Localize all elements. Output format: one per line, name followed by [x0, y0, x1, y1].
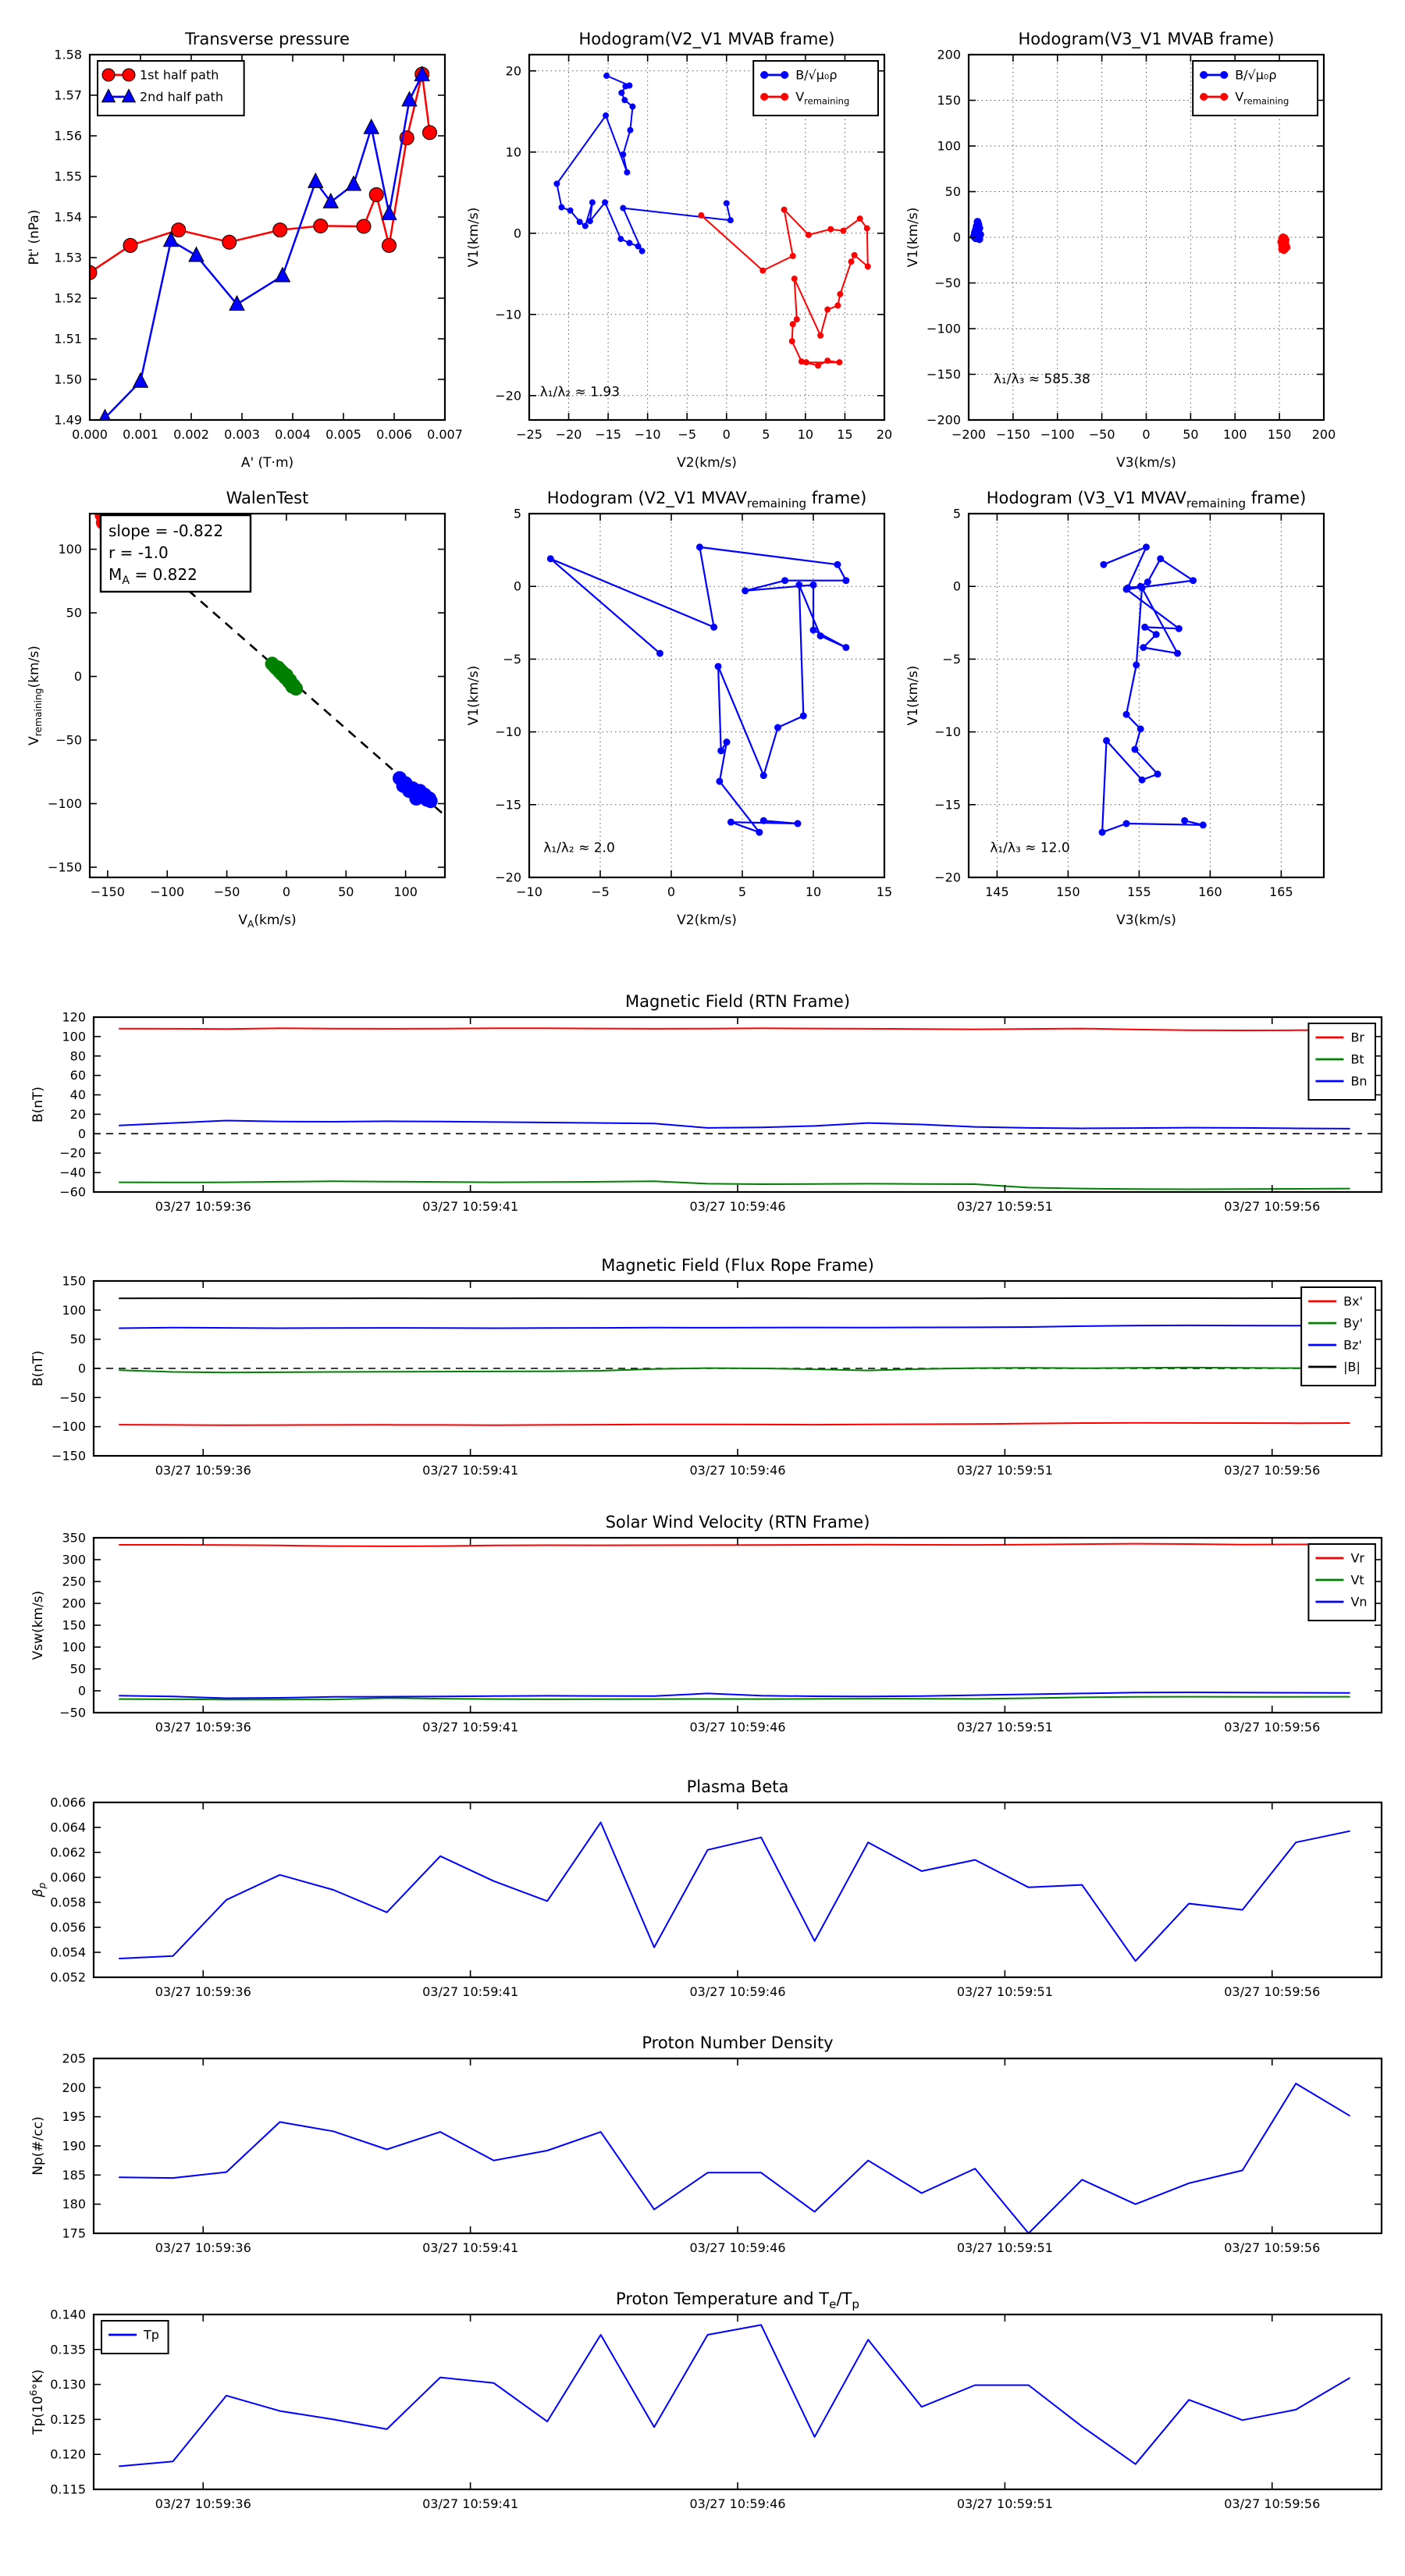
- svg-text:200: 200: [937, 47, 961, 62]
- svg-text:0: 0: [513, 578, 521, 594]
- svg-text:1.49: 1.49: [54, 412, 82, 428]
- svg-text:0.062: 0.062: [50, 1845, 86, 1860]
- svg-text:Plasma Beta: Plasma Beta: [686, 1777, 789, 1796]
- svg-text:10: 10: [797, 427, 814, 442]
- svg-text:03/27 10:59:51: 03/27 10:59:51: [956, 1199, 1053, 1214]
- svg-text:03/27 10:59:46: 03/27 10:59:46: [689, 2496, 786, 2511]
- svg-text:155: 155: [1127, 884, 1151, 899]
- svg-text:0.130: 0.130: [50, 2377, 86, 2393]
- svg-text:−10: −10: [634, 427, 661, 442]
- svg-text:03/27 10:59:56: 03/27 10:59:56: [1224, 1984, 1321, 1999]
- svg-text:Tp(106°K): $Tp(10^6^\circ K)$: [27, 2369, 46, 2435]
- svg-text:A' (T·m): A' (T·m): [240, 455, 294, 471]
- svg-text:2nd half path: 2nd half path: [140, 89, 224, 105]
- svg-text:50: 50: [338, 884, 354, 899]
- svg-text:−150: −150: [927, 367, 961, 382]
- svg-text:185: 185: [62, 2167, 86, 2183]
- svg-text:−150: −150: [90, 884, 125, 899]
- svg-text:5: 5: [738, 884, 747, 899]
- svg-text:0.002: 0.002: [173, 427, 209, 442]
- svg-text:0.064: 0.064: [50, 1820, 86, 1835]
- svg-text:V1(km/s): V1(km/s): [905, 665, 921, 726]
- svg-text:120: 120: [62, 1009, 86, 1025]
- svg-text:20: 20: [876, 427, 893, 442]
- svg-text:50: 50: [69, 1332, 86, 1347]
- svg-text:03/27 10:59:56: 03/27 10:59:56: [1224, 1199, 1321, 1214]
- svg-text:−20: −20: [495, 870, 521, 885]
- svg-text:−150: −150: [48, 859, 82, 875]
- svg-text:−20: −20: [555, 427, 582, 442]
- svg-text:λ₁/λ₂ ≈ 2.0: λ₁/λ₂ ≈ 2.0: [543, 840, 615, 856]
- svg-text:0.054: 0.054: [50, 1944, 86, 1960]
- svg-text:0: 0: [952, 578, 961, 594]
- svg-text:Magnetic Field (RTN Frame): Magnetic Field (RTN Frame): [624, 992, 851, 1011]
- svg-text:03/27 10:59:46: 03/27 10:59:46: [689, 2240, 786, 2255]
- svg-text:−150: −150: [995, 427, 1030, 442]
- svg-text:03/27 10:59:51: 03/27 10:59:51: [956, 1984, 1053, 1999]
- svg-text:V3(km/s): V3(km/s): [1116, 455, 1176, 471]
- svg-text:−50: −50: [1088, 427, 1115, 442]
- svg-text:0.060: 0.060: [50, 1870, 86, 1885]
- svg-text:50: 50: [66, 605, 82, 621]
- svg-text:200: 200: [62, 2080, 86, 2095]
- svg-text:λ₁/λ₃ ≈ 585.38: λ₁/λ₃ ≈ 585.38: [993, 372, 1090, 388]
- svg-text:1.58: 1.58: [54, 47, 82, 62]
- svg-text:V2(km/s): V2(km/s): [677, 455, 737, 471]
- svg-text:B/√μ₀ρ: B/√μ₀ρ: [1235, 67, 1277, 83]
- svg-text:0: 0: [1142, 427, 1151, 442]
- svg-text:80: 80: [69, 1048, 86, 1064]
- chart-hodogram-v3v1-mvav: [905, 489, 1324, 928]
- svg-text:03/27 10:59:41: 03/27 10:59:41: [422, 2496, 519, 2511]
- svg-text:0.066: 0.066: [50, 1795, 86, 1810]
- svg-text:λ₁/λ₃ ≈ 12.0: λ₁/λ₃ ≈ 12.0: [990, 840, 1070, 856]
- svg-text:300: 300: [62, 1552, 86, 1567]
- svg-text:Magnetic Field (Flux Rope Fram: Magnetic Field (Flux Rope Frame): [601, 1256, 874, 1275]
- svg-text:150: 150: [62, 1617, 86, 1633]
- svg-text:03/27 10:59:46: 03/27 10:59:46: [689, 1199, 786, 1214]
- svg-text:Hodogram (V3_V1 MVAVremaining: Hodogram (V3_V1 $MVAV_{remaining}$ frame): [986, 489, 1307, 511]
- svg-text:V3(km/s): V3(km/s): [1116, 913, 1176, 928]
- chart-hodogram-v3v1-mvab: [905, 30, 1336, 471]
- svg-text:B(nT): B(nT): [30, 1086, 46, 1123]
- svg-text:10: 10: [805, 884, 822, 899]
- svg-text:100: 100: [62, 1302, 86, 1318]
- svg-text:Pt' (nPa): Pt' (nPa): [27, 209, 42, 265]
- svg-text:0.058: 0.058: [50, 1895, 86, 1910]
- svg-text:03/27 10:59:56: 03/27 10:59:56: [1224, 2496, 1321, 2511]
- svg-text:0: 0: [77, 1361, 86, 1376]
- svg-text:−15: −15: [595, 427, 621, 442]
- svg-text:Proton Temperature and Te/Tp: Proton Temperature and $T_e/T_p$: [616, 2290, 859, 2312]
- svg-text:5: 5: [952, 506, 961, 521]
- svg-text:Vremaining(km/s): $V_{remaining}(km/s)$: [27, 646, 44, 745]
- svg-text:−50: −50: [213, 884, 240, 899]
- chart-transverse-pressure: [27, 30, 463, 471]
- chart-hodogram-v2v1-mvav: [466, 489, 892, 928]
- chart-proton-density: [30, 2033, 1382, 2255]
- svg-text:−15: −15: [934, 797, 961, 813]
- svg-text:Bt: Bt: [1350, 1051, 1364, 1067]
- svg-text:−50: −50: [59, 1389, 86, 1405]
- svg-text:V1(km/s): V1(km/s): [905, 207, 921, 268]
- svg-text:−20: −20: [495, 388, 521, 404]
- svg-text:100: 100: [62, 1029, 86, 1044]
- svg-text:0.120: 0.120: [50, 2446, 86, 2462]
- svg-text:−200: −200: [927, 412, 961, 428]
- svg-text:165: 165: [1269, 884, 1293, 899]
- svg-text:0.052: 0.052: [50, 1969, 86, 1985]
- svg-text:V1(km/s): V1(km/s): [466, 665, 482, 726]
- svg-text:03/27 10:59:36: 03/27 10:59:36: [155, 1199, 251, 1214]
- svg-text:−10: −10: [934, 724, 961, 740]
- svg-text:1.53: 1.53: [54, 250, 82, 265]
- svg-text:100: 100: [393, 884, 418, 899]
- svg-text:205: 205: [62, 2051, 86, 2066]
- svg-text:0: 0: [77, 1126, 86, 1141]
- svg-text:0: 0: [952, 229, 961, 245]
- svg-text:−10: −10: [516, 884, 542, 899]
- svg-text:03/27 10:59:51: 03/27 10:59:51: [956, 2240, 1053, 2255]
- svg-text:03/27 10:59:41: 03/27 10:59:41: [422, 2240, 519, 2255]
- svg-text:180: 180: [62, 2197, 86, 2212]
- svg-text:03/27 10:59:41: 03/27 10:59:41: [422, 1199, 519, 1214]
- svg-text:0.056: 0.056: [50, 1920, 86, 1935]
- svg-text:350: 350: [62, 1530, 86, 1546]
- svg-text:03/27 10:59:51: 03/27 10:59:51: [956, 1463, 1053, 1478]
- svg-text:Tp: Tp: [144, 2327, 159, 2343]
- chart-vsw-rtn: [30, 1513, 1382, 1735]
- svg-text:100: 100: [937, 138, 961, 154]
- svg-text:−10: −10: [495, 307, 521, 322]
- svg-text:60: 60: [69, 1068, 86, 1083]
- svg-text:0: 0: [722, 427, 731, 442]
- svg-text:Vsw(km/s): Vsw(km/s): [30, 1590, 46, 1660]
- svg-text:V1(km/s): V1(km/s): [466, 207, 482, 268]
- svg-text:145: 145: [985, 884, 1009, 899]
- svg-text:100: 100: [1222, 427, 1247, 442]
- svg-text:0.140: 0.140: [50, 2307, 86, 2322]
- svg-text:−200: −200: [951, 427, 986, 442]
- svg-text:0.125: 0.125: [50, 2411, 86, 2427]
- svg-text:5: 5: [513, 506, 521, 521]
- svg-text:20: 20: [69, 1106, 86, 1122]
- svg-text:Bn: Bn: [1350, 1073, 1368, 1089]
- svg-text:03/27 10:59:36: 03/27 10:59:36: [155, 2496, 251, 2511]
- svg-text:Transverse pressure: Transverse pressure: [185, 30, 350, 48]
- svg-text:Solar Wind Velocity (RTN Frame: Solar Wind Velocity (RTN Frame): [605, 1513, 870, 1532]
- svg-text:0: 0: [77, 1683, 86, 1699]
- svg-text:Vt: Vt: [1350, 1572, 1364, 1588]
- svg-text:50: 50: [1183, 427, 1199, 442]
- chart-bfield-fluxrope: [30, 1256, 1382, 1478]
- svg-text:B(nT): B(nT): [30, 1350, 46, 1387]
- svg-text:Hodogram (V2_V1 MVAVremaining: Hodogram (V2_V1 $MVAV_{remaining}$ frame): [546, 489, 867, 511]
- svg-text:20: 20: [505, 63, 521, 79]
- svg-text:03/27 10:59:36: 03/27 10:59:36: [155, 1463, 251, 1478]
- svg-text:−100: −100: [48, 795, 82, 811]
- svg-text:03/27 10:59:46: 03/27 10:59:46: [689, 1984, 786, 1999]
- svg-text:15: 15: [837, 427, 853, 442]
- svg-text:0: 0: [513, 226, 521, 241]
- svg-text:−20: −20: [934, 870, 961, 885]
- svg-text:200: 200: [1311, 427, 1336, 442]
- chart-proton-temperature: [28, 2290, 1382, 2511]
- svg-text:03/27 10:59:51: 03/27 10:59:51: [956, 1720, 1053, 1735]
- svg-text:VA(km/s): $V_A(km/s)$: [238, 913, 297, 930]
- svg-text:150: 150: [1267, 427, 1292, 442]
- svg-text:0: 0: [282, 884, 291, 899]
- svg-text:03/27 10:59:56: 03/27 10:59:56: [1224, 1720, 1321, 1735]
- svg-text:−50: −50: [934, 276, 961, 290]
- svg-text:1.51: 1.51: [54, 331, 82, 347]
- svg-text:−150: −150: [52, 1448, 86, 1464]
- svg-text:−50: −50: [55, 732, 82, 748]
- svg-text:0.001: 0.001: [123, 427, 158, 442]
- svg-text:03/27 10:59:36: 03/27 10:59:36: [155, 1984, 251, 1999]
- chart-bfield-rtn: [30, 992, 1382, 1214]
- svg-text:0: 0: [667, 884, 676, 899]
- svg-text:10: 10: [505, 144, 521, 160]
- svg-text:03/27 10:59:46: 03/27 10:59:46: [689, 1463, 786, 1478]
- svg-text:200: 200: [62, 1596, 86, 1611]
- svg-text:−5: −5: [503, 651, 521, 667]
- svg-text:0.115: 0.115: [50, 2482, 86, 2497]
- svg-text:−5: −5: [678, 427, 697, 442]
- svg-text:03/27 10:59:36: 03/27 10:59:36: [155, 1720, 251, 1735]
- svg-text:By': By': [1343, 1315, 1364, 1331]
- svg-text:40: 40: [69, 1087, 86, 1103]
- svg-text:1.56: 1.56: [54, 128, 82, 144]
- svg-text:B/√μ₀ρ: B/√μ₀ρ: [795, 67, 838, 83]
- svg-text:100: 100: [58, 542, 82, 557]
- svg-text:03/27 10:59:56: 03/27 10:59:56: [1224, 1463, 1321, 1478]
- svg-text:Hodogram(V3_V1 MVAB frame): Hodogram(V3_V1 MVAB frame): [1018, 30, 1275, 48]
- svg-text:1.52: 1.52: [54, 290, 82, 306]
- svg-text:150: 150: [937, 93, 961, 108]
- svg-text:03/27 10:59:46: 03/27 10:59:46: [689, 1720, 786, 1735]
- svg-text:Vremaining: $V_{remaining}$: [1235, 89, 1289, 107]
- svg-text:195: 195: [62, 2109, 86, 2125]
- svg-text:Vn: Vn: [1350, 1594, 1368, 1610]
- svg-text:Vremaining: $V_{remaining}$: [795, 89, 850, 107]
- svg-text:−60: −60: [59, 1184, 86, 1200]
- svg-text:V2(km/s): V2(km/s): [677, 913, 737, 928]
- svg-text:190: 190: [62, 2138, 86, 2154]
- svg-text:−100: −100: [1040, 427, 1075, 442]
- svg-text:0: 0: [73, 669, 82, 685]
- svg-text:0.000: 0.000: [72, 427, 108, 442]
- svg-text:Bx': Bx': [1343, 1293, 1364, 1309]
- svg-text:175: 175: [62, 2226, 86, 2241]
- svg-text:−100: −100: [927, 321, 961, 336]
- svg-text:βp: $\beta_p$: [30, 1882, 48, 1898]
- svg-text:r = -1.0: r = -1.0: [108, 543, 169, 562]
- svg-text:100: 100: [62, 1639, 86, 1655]
- svg-text:−20: −20: [59, 1145, 86, 1161]
- chart-walen-test: [27, 489, 445, 930]
- svg-text:03/27 10:59:41: 03/27 10:59:41: [422, 1720, 519, 1735]
- svg-text:03/27 10:59:36: 03/27 10:59:36: [155, 2240, 251, 2255]
- svg-text:03/27 10:59:51: 03/27 10:59:51: [956, 2496, 1053, 2511]
- svg-text:0.007: 0.007: [427, 427, 463, 442]
- svg-text:0.006: 0.006: [376, 427, 412, 442]
- svg-text:50: 50: [944, 184, 961, 199]
- svg-text:250: 250: [62, 1574, 86, 1589]
- svg-text:03/27 10:59:41: 03/27 10:59:41: [422, 1984, 519, 1999]
- svg-text:150: 150: [1056, 884, 1080, 899]
- svg-text:−10: −10: [495, 724, 521, 740]
- svg-text:03/27 10:59:56: 03/27 10:59:56: [1224, 2240, 1321, 2255]
- svg-text:0.003: 0.003: [224, 427, 260, 442]
- svg-text:WalenTest: WalenTest: [226, 489, 309, 507]
- svg-text:1st half path: 1st half path: [140, 67, 219, 83]
- svg-text:−5: −5: [591, 884, 610, 899]
- svg-text:λ₁/λ₂ ≈ 1.93: λ₁/λ₂ ≈ 1.93: [539, 384, 621, 400]
- svg-text:Bz': Bz': [1343, 1337, 1362, 1353]
- svg-text:1.55: 1.55: [54, 169, 82, 184]
- svg-text:0.135: 0.135: [50, 2342, 86, 2357]
- svg-text:−5: −5: [942, 651, 961, 667]
- svg-text:5: 5: [762, 427, 770, 442]
- svg-text:−40: −40: [59, 1165, 86, 1180]
- svg-text:−100: −100: [52, 1419, 86, 1435]
- svg-text:Hodogram(V2_V1 MVAB frame): Hodogram(V2_V1 MVAB frame): [578, 30, 835, 48]
- svg-text:15: 15: [876, 884, 893, 899]
- svg-text:160: 160: [1198, 884, 1222, 899]
- svg-text:03/27 10:59:41: 03/27 10:59:41: [422, 1463, 519, 1478]
- svg-text:Np(#/cc): Np(#/cc): [30, 2116, 46, 2176]
- svg-text:150: 150: [62, 1273, 86, 1289]
- svg-text:MA = 0.822: $M_A = 0.822$: [108, 565, 197, 587]
- svg-text:Vr: Vr: [1350, 1550, 1364, 1566]
- svg-text:−100: −100: [150, 884, 185, 899]
- svg-text:Proton Number Density: Proton Number Density: [642, 2033, 834, 2052]
- svg-text:slope = -0.822: slope = -0.822: [108, 521, 224, 540]
- svg-text:1.57: 1.57: [54, 87, 82, 103]
- chart-hodogram-v2v1-mvab: [466, 30, 892, 471]
- svg-text:1.54: 1.54: [54, 209, 82, 225]
- svg-text:0.004: 0.004: [275, 427, 311, 442]
- chart-plasma-beta: [30, 1777, 1382, 1999]
- svg-text:−50: −50: [59, 1705, 86, 1720]
- svg-text:50: 50: [69, 1661, 86, 1677]
- svg-text:1.50: 1.50: [54, 372, 82, 387]
- svg-text:Br: Br: [1350, 1030, 1365, 1045]
- svg-text:0.005: 0.005: [325, 427, 361, 442]
- svg-text:−15: −15: [495, 797, 521, 813]
- svg-text:|B|: |B|: [1343, 1359, 1361, 1375]
- svg-text:−25: −25: [516, 427, 542, 442]
